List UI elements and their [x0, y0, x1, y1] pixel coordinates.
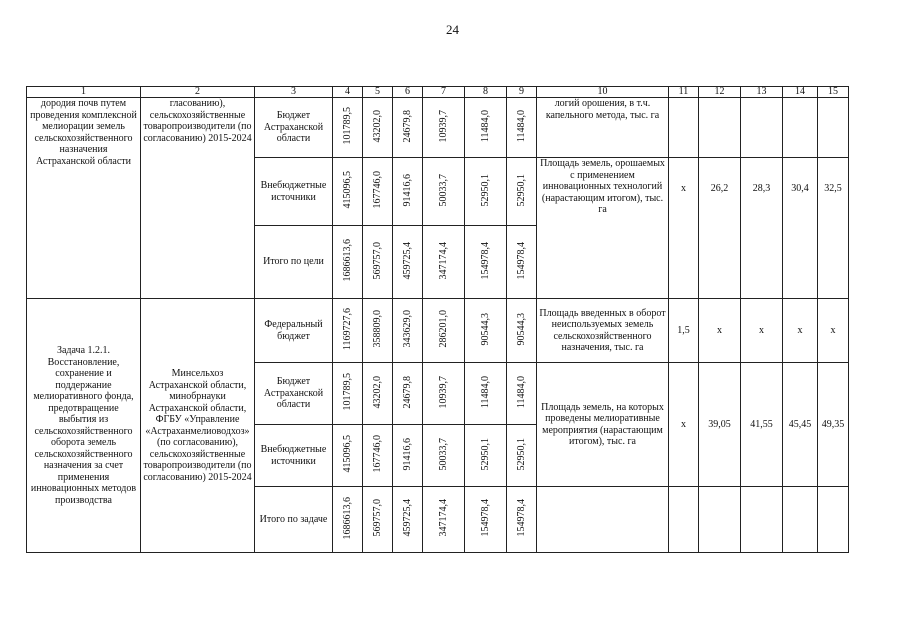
target-cell [699, 98, 741, 158]
header-row [27, 87, 849, 98]
target-cell: 49,35 [818, 363, 849, 487]
program-table [26, 86, 849, 553]
target-cell: х [669, 158, 699, 299]
value-cell: 101789,5 [341, 373, 353, 411]
value-cell: 154978,4 [515, 241, 527, 279]
value-cell: 415096,5 [341, 435, 353, 473]
value-cell: 90544,3 [515, 312, 527, 345]
value-cell: 43202,0 [371, 109, 383, 142]
col-header: 5 [363, 87, 393, 98]
target-cell: х [818, 299, 849, 363]
value-cell: 569757,0 [371, 241, 383, 279]
value-cell: 415096,5 [341, 171, 353, 209]
target-cell [669, 487, 699, 553]
target-cell [818, 98, 849, 158]
source-cell: Бюджет Астраханской области [255, 363, 333, 425]
value-cell: 459725,4 [401, 499, 413, 537]
value-cell: 24679,8 [401, 109, 413, 142]
target-cell: х [669, 363, 699, 487]
value-cell: 347174,4 [437, 499, 449, 537]
col-header: 3 [255, 87, 333, 98]
target-cell: 28,3 [741, 158, 783, 299]
value-cell: 11484,0 [515, 109, 527, 142]
value-cell: 154978,4 [479, 241, 491, 279]
target-cell [783, 98, 818, 158]
indicator-cell: логий орошения, в т.ч. капельного метода, тыс. га [537, 98, 669, 158]
value-cell: 50033,7 [437, 437, 449, 470]
indicator-cell: Площадь земель, орошаемых с применением инновационных технологий (нарастающим итогом), тыс. га [537, 158, 669, 299]
indicator-cell: Площадь земель, на которых проведены мелиоративные мероприятия (нарастающим итогом), тыс. га [537, 363, 669, 487]
value-cell: 52950,1 [515, 437, 527, 470]
source-cell: Внебюджетные источники [255, 425, 333, 487]
col-header: 15 [818, 87, 849, 98]
value-cell: 286201,0 [437, 310, 449, 348]
value-cell: 154978,4 [515, 499, 527, 537]
value-cell: 52950,1 [479, 437, 491, 470]
target-cell: х [741, 299, 783, 363]
value-cell: 10939,7 [437, 375, 449, 408]
target-cell: 41,55 [741, 363, 783, 487]
table-row [27, 299, 849, 363]
target-cell: 32,5 [818, 158, 849, 299]
col-header: 9 [507, 87, 537, 98]
col-header: 6 [393, 87, 423, 98]
target-cell: 1,5 [669, 299, 699, 363]
value-cell: 1686613,6 [341, 239, 353, 282]
value-cell: 358809,0 [371, 310, 383, 348]
value-cell: 91416,6 [401, 173, 413, 206]
col-header: 7 [423, 87, 465, 98]
value-cell: 24679,8 [401, 375, 413, 408]
target-cell: 30,4 [783, 158, 818, 299]
table-row [27, 98, 849, 158]
col-header: 14 [783, 87, 818, 98]
source-cell: Итого по задаче [255, 487, 333, 553]
value-cell: 90544,3 [479, 312, 491, 345]
indicator-cell [537, 487, 669, 553]
target-cell: 39,05 [699, 363, 741, 487]
source-cell: Бюджет Астраханской области [255, 98, 333, 158]
indicator-cell: Площадь введенных в оборот неиспользуемых земель сельскохозяйственного назначения, тыс. га [537, 299, 669, 363]
value-cell: 167746,0 [371, 435, 383, 473]
target-cell [818, 487, 849, 553]
col-header: 8 [465, 87, 507, 98]
col-header: 11 [669, 87, 699, 98]
target-cell [699, 487, 741, 553]
target-cell: х [699, 299, 741, 363]
col-header: 1 [27, 87, 141, 98]
col-header: 4 [333, 87, 363, 98]
value-cell: 43202,0 [371, 375, 383, 408]
value-cell: 10939,7 [437, 109, 449, 142]
executor-cell: Минсельхоз Астраханской области, минобрнауки Астраханской области, ФГБУ «Управление «Астраханмелиоводхоз» (по согласованию), сельскохозяйственные товаропроизводители (по согласованию) 2015-2024 [141, 299, 255, 553]
measure-cell: Задача 1.2.1. Восстановление, сохранение и поддержание мелиоративного фонда, предотвращение выбытия из сельскохозяйственного оборота земель сельскохозяйственного назначения за счет применения инновационных методов производства [27, 299, 141, 553]
target-cell: 45,45 [783, 363, 818, 487]
target-cell [783, 487, 818, 553]
value-cell: 343629,0 [401, 310, 413, 348]
col-header: 10 [537, 87, 669, 98]
col-header: 2 [141, 87, 255, 98]
target-cell [669, 98, 699, 158]
page-number: 24 [446, 22, 459, 37]
source-cell: Федеральный бюджет [255, 299, 333, 363]
target-cell [741, 98, 783, 158]
measure-cell: дородия почв путем проведения комплексной мелиорации земель сельскохозяйственного назначения Астраханской области [27, 98, 141, 299]
value-cell: 1169727,6 [341, 307, 353, 350]
target-cell [741, 487, 783, 553]
source-cell: Итого по цели [255, 226, 333, 299]
value-cell: 167746,0 [371, 171, 383, 209]
target-cell: х [783, 299, 818, 363]
value-cell: 52950,1 [479, 173, 491, 206]
col-header: 12 [699, 87, 741, 98]
value-cell: 154978,4 [479, 499, 491, 537]
value-cell: 52950,1 [515, 173, 527, 206]
value-cell: 1686613,6 [341, 496, 353, 539]
value-cell: 11484,0 [479, 375, 491, 408]
col-header: 13 [741, 87, 783, 98]
source-cell: Внебюджетные источники [255, 158, 333, 226]
value-cell: 11484,0 [479, 109, 491, 142]
value-cell: 347174,4 [437, 241, 449, 279]
value-cell: 569757,0 [371, 499, 383, 537]
value-cell: 50033,7 [437, 173, 449, 206]
executor-cell: гласованию), сельскохозяйственные товаропроизводители (по согласованию) 2015-2024 [141, 98, 255, 299]
value-cell: 91416,6 [401, 437, 413, 470]
value-cell: 101789,5 [341, 107, 353, 145]
target-cell: 26,2 [699, 158, 741, 299]
value-cell: 459725,4 [401, 241, 413, 279]
value-cell: 11484,0 [515, 375, 527, 408]
